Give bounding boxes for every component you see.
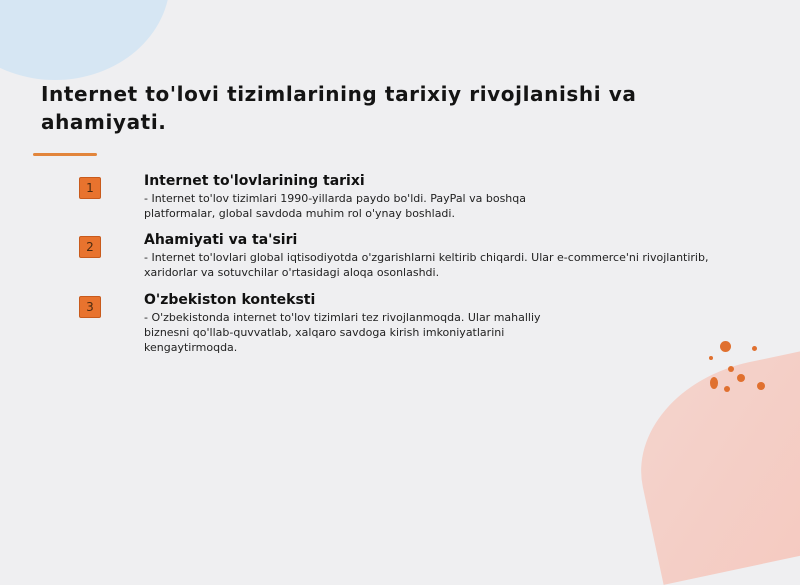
decor-blob-top-left — [0, 0, 170, 80]
decor-dot — [710, 377, 718, 389]
decor-dot — [720, 341, 731, 352]
item-number-badge: 1 — [79, 177, 101, 199]
item-heading: O'zbekiston konteksti — [144, 292, 316, 308]
list-item — [144, 291, 549, 355]
item-heading: Ahamiyati va ta'siri — [144, 232, 298, 248]
slide-title: Internet to'lovi tizimlarining tarixiy rivojlanishi va ahamiyati. — [41, 82, 637, 134]
item-text: - Internet to'lov tizimlari 1990-yillarda paydo bo'ldi. PayPal va boshqa platformalar, global savdoda muhim rol o'ynay boshladi. — [144, 192, 526, 220]
title-underline — [33, 153, 97, 156]
decor-dot — [728, 366, 734, 372]
list-item — [144, 172, 544, 221]
item-text: - O'zbekistonda internet to'lov tizimlari tez rivojlanmoqda. Ular mahalliy biznesni qo'llab-quvvatlab, xalqaro savdoga kirish imkoniyatlarini kengaytirmoqda. — [144, 311, 541, 354]
item-text: - Internet to'lovlari global iqtisodiyotda o'zgarishlarni keltirib chiqardi. Ular e-commerce'ni rivojlantirib, xaridorlar va sotuvchilar o'rtasidagi aloqa osonlashdi. — [144, 251, 709, 279]
decor-dot — [709, 356, 713, 360]
list-item — [144, 231, 724, 280]
decor-dot — [752, 346, 757, 351]
decor-dot — [757, 382, 765, 390]
item-heading: Internet to'lovlarining tarixi — [144, 173, 365, 189]
item-number-badge: 3 — [79, 296, 101, 318]
decor-dot — [737, 374, 745, 382]
decor-dot — [724, 386, 730, 392]
item-number-badge: 2 — [79, 236, 101, 258]
decor-blob-bottom-right — [622, 335, 800, 585]
